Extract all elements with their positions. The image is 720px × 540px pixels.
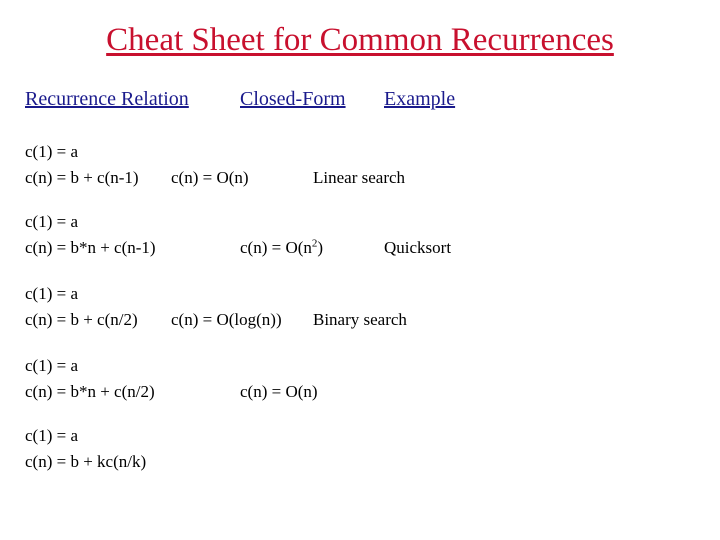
row2-closed-form-suffix: ) bbox=[317, 238, 324, 257]
row5-recurrence: c(n) = b + kc(n/k) bbox=[25, 452, 147, 471]
row4-recurrence: c(n) = b*n + c(n/2) bbox=[25, 382, 155, 401]
row4-closed-form: c(n) = O(n) bbox=[240, 382, 318, 401]
row1-base-case: c(1) = a bbox=[25, 142, 79, 161]
row1-recurrence: c(n) = b + c(n-1) bbox=[25, 168, 139, 187]
row2-recurrence: c(n) = b*n + c(n-1) bbox=[25, 238, 156, 257]
row1-example: Linear search bbox=[313, 168, 406, 187]
row2-closed-form-exponent: 2 bbox=[311, 237, 318, 250]
row3-base-case: c(1) = a bbox=[25, 284, 79, 303]
row3-closed-form: c(n) = O(log(n)) bbox=[171, 310, 282, 329]
header-example: Example bbox=[384, 88, 456, 110]
page-title: Cheat Sheet for Common Recurrences bbox=[106, 22, 614, 58]
row2-example: Quicksort bbox=[384, 238, 452, 257]
row5-base-case: c(1) = a bbox=[25, 426, 79, 445]
row2-base-case: c(1) = a bbox=[25, 212, 79, 231]
row2-closed-form-prefix: c(n) = O(n bbox=[240, 238, 312, 257]
row2-closed-form bbox=[240, 238, 323, 258]
row3-recurrence: c(n) = b + c(n/2) bbox=[25, 310, 138, 329]
row3-example: Binary search bbox=[313, 310, 407, 329]
header-closed-form: Closed-Form bbox=[240, 88, 346, 110]
header-recurrence-relation: Recurrence Relation bbox=[25, 88, 189, 110]
row1-closed-form: c(n) = O(n) bbox=[171, 168, 249, 187]
row4-base-case: c(1) = a bbox=[25, 356, 79, 375]
